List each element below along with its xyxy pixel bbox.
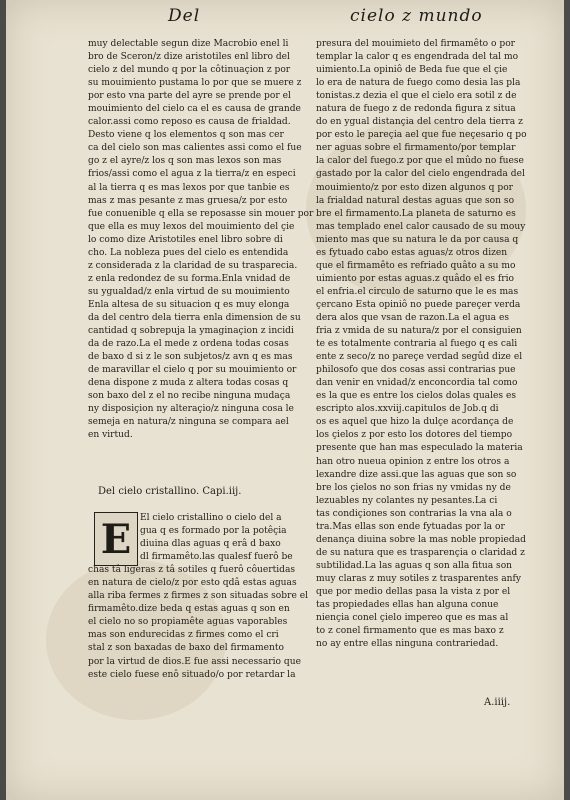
text-line: frios/assi como el agua z la tierra/z en especi: [88, 169, 296, 180]
text-line: tas propiedades ellas han alguna conue: [316, 600, 499, 611]
text-line: uimiento.La opiniô de Beda fue que el çie: [316, 65, 508, 76]
text-line: ca del cielo son mas calientes assi como el fue: [88, 143, 302, 154]
text-line: natura de fuego z de redonda figura z situa: [316, 104, 516, 115]
chapter-heading: Del cielo cristallino. Capi.iij.: [98, 486, 242, 497]
book-page: [6, 0, 564, 800]
text-line: El cielo cristallino o cielo del a: [140, 513, 282, 523]
text-line: es fytuado cabo estas aguas/z otros dizen: [316, 247, 508, 258]
text-line: es la que es entre los cielos dolas quales es: [316, 391, 517, 402]
text-line: niençia conel çielo impereo que es mas al: [316, 613, 509, 624]
text-line: mas templado enel calor causado de su mouy: [316, 221, 526, 232]
text-line: tra.Mas ellas son ende fytuadas por la or: [316, 521, 505, 532]
text-line: mas son endurecidas z firmes como el cri: [88, 630, 279, 641]
text-line: go z el ayre/z los q son mas lexos son mas: [88, 156, 282, 167]
text-line: dan venir en vnidad/z enconcordia tal como: [316, 378, 518, 389]
text-line: mouimiento/z por esto dizen algunos q por: [316, 182, 514, 193]
text-line: el enfria.el circulo de saturno que le es mas: [316, 286, 519, 297]
text-line: al la tierra q es mas lexos por que tanbie es: [88, 182, 290, 193]
text-line: subtilidad.La las aguas q son alla fitua son: [316, 560, 513, 571]
text-line: cielo z del mundo q por la côtinuaçion z por: [88, 65, 291, 76]
left-column-text: [88, 38, 320, 442]
text-line: fria z vmida de su natura/z por el consiguien: [316, 326, 522, 337]
text-line: denança diuina sobre la mas noble propiedad: [316, 534, 526, 545]
text-line: su ygualdad/z enla virtud de su mouimiento: [88, 286, 290, 297]
text-line: lezuables ny colantes ny pesantes.La ci: [316, 495, 498, 506]
text-line: çercano Esta opiniô no puede pareçer verda: [316, 299, 521, 310]
text-line: por esto vna parte del ayre se prende por el: [88, 91, 291, 102]
text-line: gastado por la calor del cielo engendrada del: [316, 169, 525, 180]
text-line: presura del mouimieto del firmamêto o por: [316, 39, 516, 49]
text-line: to z conel firmamento que es mas baxo z: [316, 626, 504, 637]
text-line: Enla altesa de su situacion q es muy elonga: [88, 299, 290, 310]
text-line: miento mas que su natura le da por causa q: [316, 234, 519, 245]
text-line: chas tâ ligeras z tâ sotiles q fuerô côuertidas: [88, 565, 296, 576]
drop-cap-letter: E: [100, 515, 132, 563]
text-line: dera alos que vsan de razon.La el agua es: [316, 312, 510, 323]
text-line: stal z son baxadas de baxo del firmamento: [88, 643, 284, 654]
text-line: calor.assi como reposo es causa de frialdad.: [88, 117, 291, 128]
text-line: no ay entre ellas ninguna contrariedad.: [316, 639, 499, 650]
text-line: da de razo.La el mede z ordena todas cosas: [88, 339, 289, 350]
text-line: te es totalmente contraria al fuego q es cali: [316, 339, 518, 350]
text-line: ente z seco/z no pareçe verdad segûd dize el: [316, 352, 523, 363]
text-line: lo era de natura de fuego como desia las pla: [316, 78, 521, 89]
text-line: de su natura que es trasparençia o claridad z: [316, 547, 525, 558]
right-column-text: [316, 38, 554, 651]
text-line: escripto alos.xxviij.capitulos de Job.q di: [316, 404, 499, 415]
text-line: cho. La nobleza pues del cielo es entendida: [88, 247, 289, 258]
text-line: presente que han mas especulado la materia: [316, 443, 523, 454]
text-line: z considerada z la claridad de su trasparecia.: [88, 260, 298, 271]
text-line: templar la calor q es engendrada del tal mo: [316, 52, 519, 63]
text-line: de maravillar el cielo q por su mouimiento or: [88, 365, 297, 376]
text-line: alla riba fermes z firmes z son situadas sobre el: [88, 591, 309, 602]
text-line: do en ygual distançia del centro dela tierra z: [316, 117, 523, 128]
text-line: z enla redondez de su forma.Enla vnidad de: [88, 273, 291, 284]
text-line: uimiento por estas aguas.z quâdo el es frio: [316, 273, 515, 284]
running-head-left: Del: [168, 6, 201, 26]
text-line: os es aquel que hizo la dulçe acordança de: [316, 417, 514, 428]
text-line: ner aguas sobre el firmamento/por templar: [316, 143, 516, 154]
text-line: por esto le pareçia ael que fue neçesario q po: [316, 130, 527, 141]
text-line: su mouimiento pustama lo por que se muere z: [88, 78, 302, 89]
text-line: por la virtud de dios.E fue assi necessario que: [88, 656, 301, 667]
text-line: la calor del fuego.z por que el mûdo no fuese: [316, 156, 524, 167]
text-line: lexandre dize assi.que las aguas que son so: [316, 469, 517, 480]
text-line: cantidad q sobrepuja la ymaginaçion z incidi: [88, 326, 294, 337]
text-line: gua q es formado por la potêçia: [140, 526, 287, 537]
text-line: fue conuenible q ella se reposasse sin mouer por: [88, 208, 314, 219]
text-line: da del centro dela tierra enla dimension de su: [88, 312, 301, 323]
text-line: han otro nueua opinion z entre los otros a: [316, 456, 510, 467]
text-line: muy delectable segun dize Macrobio enel li: [88, 39, 289, 49]
text-line: philosofo que dos cosas assi contrarias pue: [316, 365, 516, 376]
text-line: ny disposiçion ny alteraçio/z ninguna cosa le: [88, 404, 294, 415]
text-line: que el firmamêto es refriado quâto a su mo: [316, 260, 516, 271]
text-line: dl firmamêto.las qualesf fuerô be: [140, 552, 293, 563]
text-line: Desto viene q los elementos q son mas cer: [88, 130, 284, 141]
text-line: semeja en natura/z ninguna se compara ael: [88, 417, 289, 428]
text-line: que ella es muy lexos del mouimiento del çie: [88, 221, 295, 232]
text-line: mas z mas pesante z mas gruesa/z por esto: [88, 195, 288, 206]
text-line: tas condiçiones son contrarias la vna ala o: [316, 508, 512, 519]
text-line: mouimiento del cielo ca el es causa de grande: [88, 104, 301, 115]
text-line: bre el firmamento.La planeta de saturno es: [316, 208, 516, 219]
running-head-right: cielo z mundo: [350, 6, 483, 26]
left-column-chapter-text: [88, 512, 320, 682]
text-line: bro de Sceron/z dize aristotiles enl libro del: [88, 52, 290, 63]
text-line: son baxo del z el no recibe ninguna mudaça: [88, 391, 291, 402]
text-line: lo como dize Aristotiles enel libro sobre di: [88, 234, 283, 245]
text-line: el cielo no so propiamête aguas vaporables: [88, 617, 288, 628]
text-line: en virtud.: [88, 430, 133, 441]
text-line: bre los çielos no son frias ny vmidas ny de: [316, 482, 511, 493]
text-line: muy claras z muy sotiles z trasparentes anfy: [316, 573, 521, 584]
text-line: firmamêto.dize beda q estas aguas q son en: [88, 604, 290, 615]
text-line: los çielos z por esto los dotores del tiempo: [316, 430, 513, 441]
signature-mark: A.iiij.: [484, 697, 511, 708]
text-line: diuina dlas aguas q erâ d baxo: [140, 539, 281, 550]
text-line: que por medio dellas pasa la vista z por el: [316, 586, 511, 597]
text-line: este cielo fuese enô situado/o por retardar la: [88, 669, 296, 680]
text-line: dena dispone z muda z altera todas cosas q: [88, 378, 289, 389]
text-line: la frialdad natural destas aguas que son so: [316, 195, 515, 206]
text-line: tonistas.z dezia el que el cielo era sotil z de: [316, 91, 517, 102]
text-line: de baxo d si z le son subjetos/z avn q es mas: [88, 352, 293, 363]
text-line: en natura de cielo/z por esto qdâ estas aguas: [88, 578, 297, 589]
